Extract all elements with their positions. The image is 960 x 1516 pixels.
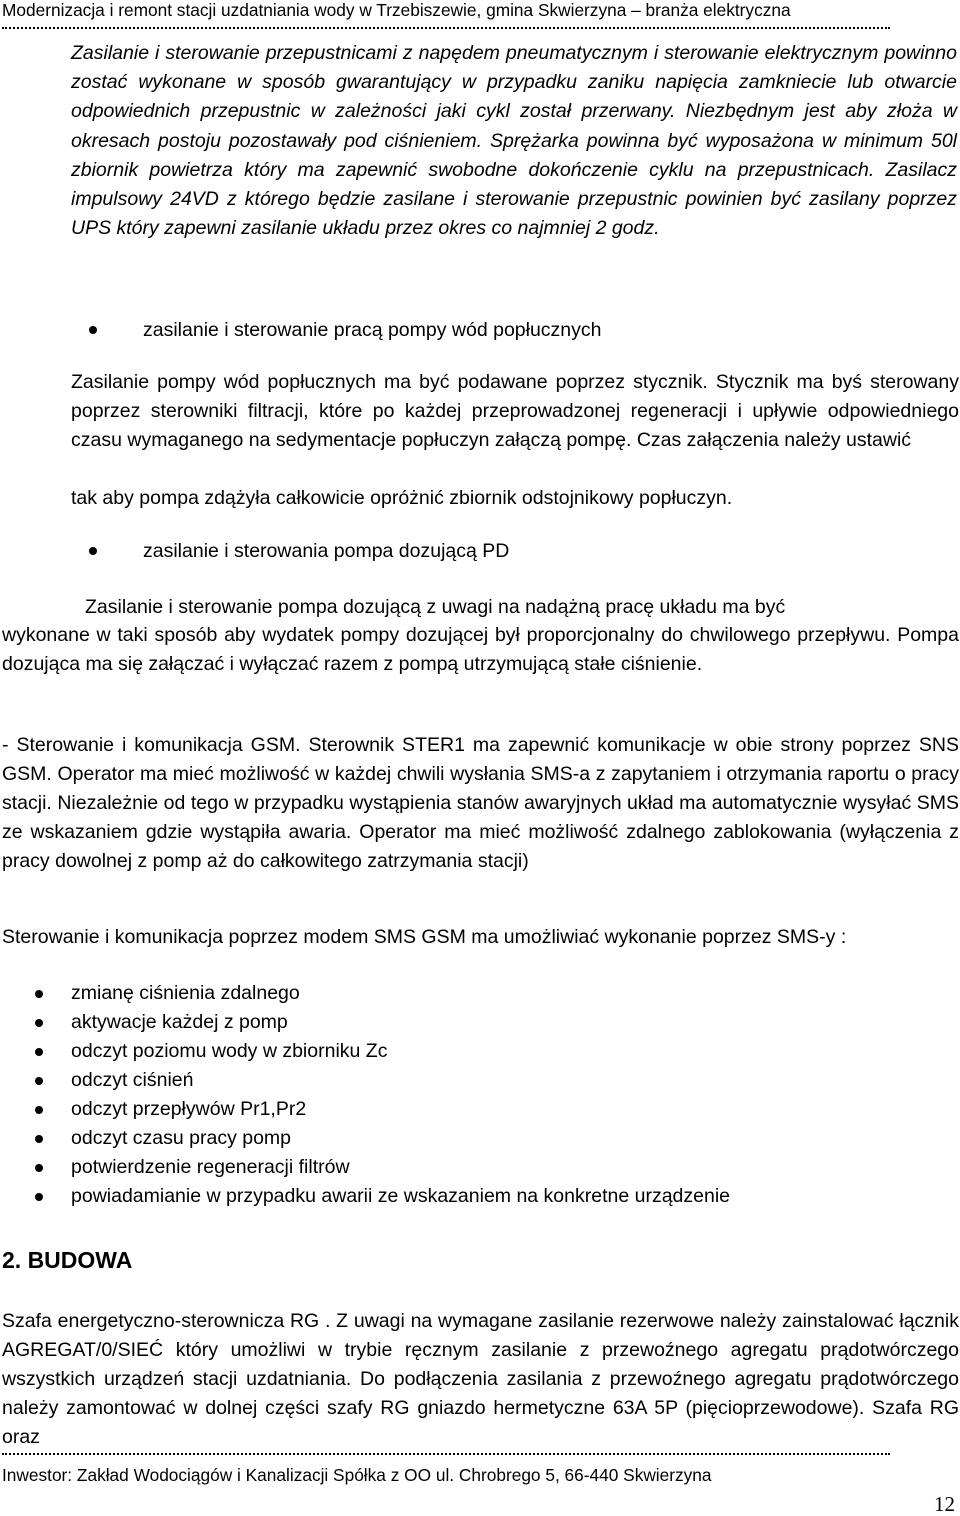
- footer-separator: [2, 1453, 890, 1455]
- bullet-icon: [35, 1019, 43, 1027]
- bullet-dosing-pump: zasilanie i sterowania pompa dozującą PD: [143, 540, 510, 562]
- paragraph-valves: Zasilanie i sterowanie przepustnicami z napędem pneumatycznym i sterowanie elektrycznym powinno zostać wykonane w sposób gwarantujący w przypadku zaniku napięcia zamkniecie lub otwarcie odpowiednich przepustnic w zależności jaki cykl został przerwany. Niezbędnym jest aby złoża w okresach postoju pozostawały pod ciśnieniem. Sprężarka powinna być wyposażona w minimum 50l zbiornik powietrza który ma zapewnić swobodne dokończenie cyklu na przepustnicach. Zasilacz impulsowy 24VD z którego będzie zasilane i sterowanie przepustnic powinien być zasilany poprzez UPS który zapewni zasilanie układu przez okres co najmniej 2 godz.: [71, 42, 957, 240]
- paragraph-sludge-pump-last: tak aby pompa zdążyła całkowicie opróżnić zbiornik odstojnikowy popłuczyn.: [71, 487, 733, 509]
- list-item-text: zmianę ciśnienia zdalnego: [71, 982, 300, 1004]
- bullet-icon: [35, 1048, 43, 1056]
- paragraph-sludge-pump: Zasilanie pompy wód popłucznych ma być podawane poprzez stycznik. Stycznik ma byś sterowany poprzez sterowniki filtracji, które po każdej przeprowadzonej regeneracji i upływie odpowiedniego czasu wymaganego na sedymentacje popłuczyn załączą pompę. Czas załączenia należy ustawić: [71, 371, 959, 451]
- bullet-icon: [35, 1164, 43, 1172]
- bullet-sludge-pump: zasilanie i sterowanie pracą pompy wód popłucznych: [143, 319, 602, 341]
- header-separator: [2, 27, 890, 29]
- paragraph-sms: Sterowanie i komunikacja poprzez modem SMS GSM ma umożliwiać wykonanie poprzez SMS-y :: [2, 926, 847, 948]
- list-item-text: odczyt poziomu wody w zbiorniku Zc: [71, 1040, 388, 1062]
- page-header: Modernizacja i remont stacji uzdatniania wody w Trzebiszewie, gmina Skwierzyna – branża elektryczna: [2, 0, 791, 20]
- paragraph-dosing-first-line: Zasilanie i sterowanie pompa dozującą z uwagi na nadążną pracę układu ma być: [85, 596, 786, 618]
- page-number: 12: [934, 1492, 955, 1516]
- bullet-icon: [35, 1077, 43, 1085]
- section-heading: 2. BUDOWA: [2, 1247, 133, 1273]
- bullet-icon: [89, 326, 97, 334]
- bullet-icon: [89, 547, 97, 555]
- list-item-text: odczyt czasu pracy pomp: [71, 1127, 292, 1149]
- bullet-icon: [35, 1106, 43, 1114]
- bullet-icon: [35, 990, 43, 998]
- paragraph-switchboard: Szafa energetyczno-sterownicza RG . Z uwagi na wymagane zasilanie rezerwowe należy zainstalować łącznik AGREGAT/0/SIEĆ który umożliwi w trybie ręcznym zasilanie z przewoźnego agregatu prądotwórczego wszystkich urządzeń stacji uzdatniania. Do podłączenia zasilania z przewoźnego agregatu prądotwórczego należy zamontować w dolnej części szafy RG gniazdo hermetyczne 63A 5P (pięcioprzewodowe). Szafa RG oraz: [2, 1310, 959, 1448]
- list-item-text: potwierdzenie regeneracji filtrów: [71, 1156, 350, 1178]
- bullet-icon: [35, 1193, 43, 1201]
- list-item-text: odczyt przepływów Pr1,Pr2: [71, 1098, 307, 1120]
- list-item-text: powiadamianie w przypadku awarii ze wskazaniem na konkretne urządzenie: [71, 1185, 731, 1207]
- paragraph-gsm: - Sterowanie i komunikacja GSM. Sterownik STER1 ma zapewnić komunikacje w obie strony poprzez SNS GSM. Operator ma mieć możliwość w każdej chwili wysłania SMS-a z zapytaniem i otrzymania raportu o pracy stacji. Niezależnie od tego w przypadku wystąpienia stanów awaryjnych układ ma automatycznie wysyłać SMS ze wskazaniem gdzie wystąpiła awaria. Operator ma mieć możliwość zdalnego zablokowania (wyłączenia z pracy dowolnej z pomp aż do całkowitego zatrzymania stacji): [2, 734, 959, 872]
- paragraph-dosing: wykonane w taki sposób aby wydatek pompy dozującej był proporcjonalny do chwilowego przepływu. Pompa dozująca ma się załączać i wyłączać razem z pompą utrzymującą stałe ciśnienie.: [2, 624, 959, 675]
- list-item-text: aktywacje każdej z pomp: [71, 1011, 288, 1033]
- list-item-text: odczyt ciśnień: [71, 1069, 194, 1091]
- bullet-icon: [35, 1135, 43, 1143]
- page-footer: Inwestor: Zakład Wodociągów i Kanalizacji Spółka z OO ul. Chrobrego 5, 66-440 Skwierzyna: [2, 1465, 712, 1485]
